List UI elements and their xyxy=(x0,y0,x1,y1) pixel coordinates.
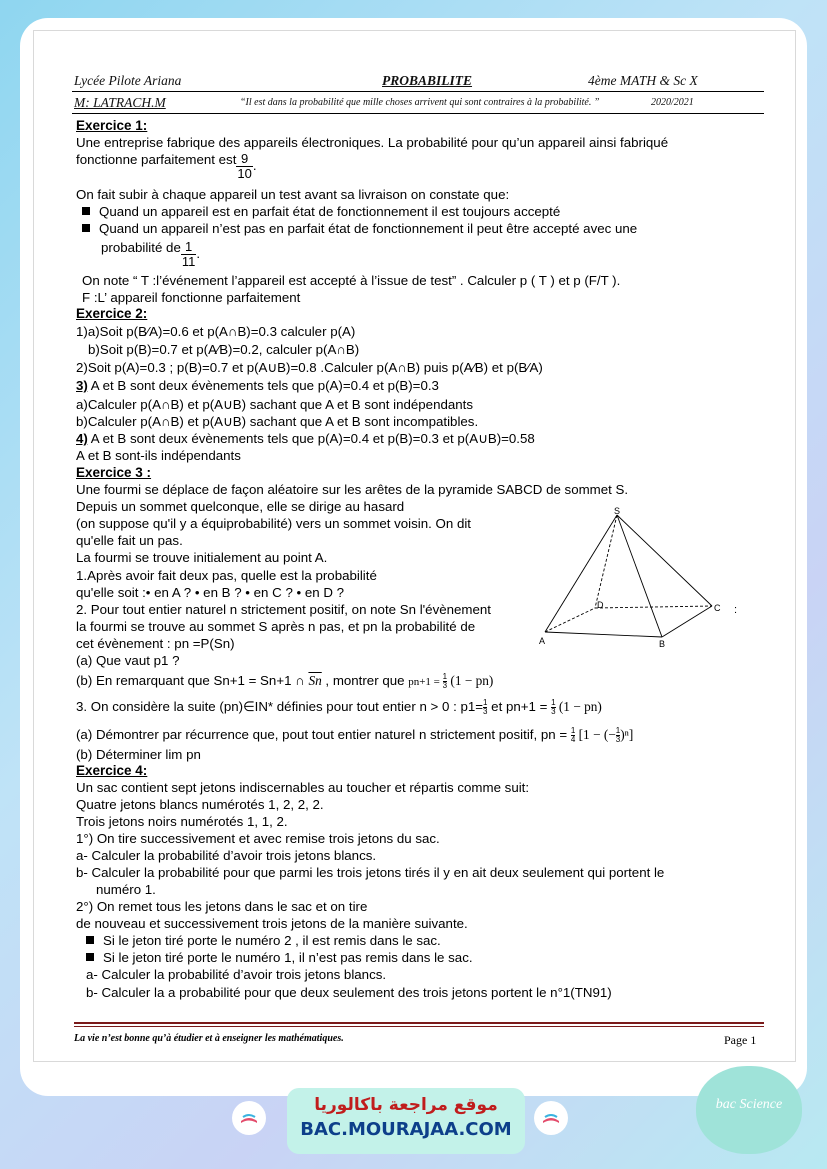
footer-rule-top xyxy=(74,1022,764,1024)
ex1-line-prob: probabilité de $\frac{1}{11}$ . xyxy=(101,239,201,269)
ex2-line-8: A et B sont-ils indépendants xyxy=(76,448,241,463)
ex3-line-15: (b) Déterminer lim pn xyxy=(76,747,201,762)
ex4-line-3: Trois jetons noirs numérotés 1, 1, 2. xyxy=(76,814,288,829)
ex2-line-1: 1)a)Soit p(B⁄A)=0.6 et p(A∩B)=0.3 calculer p(A) xyxy=(76,324,356,339)
teacher-name: M: LATRACH.M xyxy=(74,95,166,110)
bullet-square-icon xyxy=(82,224,90,232)
ex3-line-7: qu'elle soit :• en A ? • en B ? • en C ? • en D ? xyxy=(76,585,345,600)
fraction-1-11 xyxy=(181,240,197,269)
ex3-line-3: (on suppose qu'il y a équiprobabilité) vers un sommet voisin. On dit xyxy=(76,516,471,531)
site-url[interactable]: BAC.MOURAJAA.COM xyxy=(300,1119,512,1140)
exercise-2-title: Exercice 2: xyxy=(76,306,148,321)
complement-sn: $\overline{Sn}$ xyxy=(308,673,322,689)
ex3-line-8: 2. Pour tout entier naturel n strictement positif, on note Sn l'évènement xyxy=(76,602,491,617)
recurrence-lhs: pn+1 = xyxy=(408,676,443,689)
fraction-denominator: 3 xyxy=(442,681,448,690)
fraction-numerator: 1 xyxy=(551,698,556,707)
ex4-line-1: Un sac contient sept jetons indiscernables au toucher et répartis comme suit: xyxy=(76,780,530,795)
left-book-logo-icon xyxy=(232,1101,266,1135)
ex2-item-3-number: 3) xyxy=(76,378,88,393)
vertex-s-label: S xyxy=(614,506,621,516)
ex4-bullet-2-text: Si le jeton tiré porte le numéro 1, il n’est pas remis dans le sac. xyxy=(103,950,473,965)
ex3-line-14-a: (a) Démontrer par récurrence que, pout tout entier naturel n strictement positif, pn = xyxy=(76,727,571,743)
ex4-bullet-1 xyxy=(86,933,441,949)
ex2-line-7 xyxy=(76,431,535,447)
ex4-line-11: b- Calculer la a probabilité pour que deux seulement des trois jetons portent le n°1(TN91) xyxy=(86,985,612,1000)
edge-sb xyxy=(617,515,662,637)
ex3-line-14 xyxy=(76,727,633,744)
badge-text: bac Science xyxy=(715,1097,783,1112)
ex4-line-7: numéro 1. xyxy=(96,882,156,897)
ex3-line-12 xyxy=(76,673,493,690)
ex4-bullet-1-text: Si le jeton tiré porte le numéro 2 , il est remis dans le sac. xyxy=(103,933,441,948)
ex2-line-4 xyxy=(76,378,439,394)
ex1-bullet-1 xyxy=(82,204,560,220)
vertex-d-label: D xyxy=(597,600,604,610)
ex3-line-12-a: (b) En remarquant que Sn+1 = Sn+1 ∩ xyxy=(76,673,309,689)
fraction-denominator: 11 xyxy=(181,254,196,269)
class-level: 4ème MATH & Sc X xyxy=(588,73,698,88)
fraction-denominator: 3 xyxy=(483,707,488,716)
fraction-denominator: 3 xyxy=(551,707,556,716)
ex3-line-13-b: et pn+1 = xyxy=(487,699,552,715)
ex3-line-13-c: (1 − pn) xyxy=(555,699,602,715)
ex3-line-12-b: , montrer que xyxy=(321,673,409,689)
ex2-line-6: b)Calculer p(A∩B) et p(A∪B) sachant que A et B sont incompatibles. xyxy=(76,414,479,429)
recurrence-rhs: (1 − pn) xyxy=(447,673,494,689)
ex2-line-3: 2)Soit p(A)=0.3 ; p(B)=0.7 et p(A∪B)=0.8 .Calculer p(A∩B) puis p(A⁄B) et p(B⁄A) xyxy=(76,360,543,375)
edge-sd xyxy=(595,515,617,608)
edge-bc xyxy=(662,606,712,637)
fraction-9-10 xyxy=(236,152,252,181)
exercise-4-title: Exercice 4: xyxy=(76,763,148,778)
fraction-numerator: 1 xyxy=(442,672,448,681)
ex1-line-3: On fait subir à chaque appareil un test avant sa livraison on constate que: xyxy=(76,187,510,202)
ex4-line-8: 2°) On remet tous les jetons dans le sac et on tire xyxy=(76,899,368,914)
ex4-line-2: Quatre jetons blancs numérotés 1, 2, 2, 2. xyxy=(76,797,324,812)
edge-ab xyxy=(545,632,662,637)
ex2-item-3-text: A et B sont deux évènements tels que p(A)=0.4 et p(B)=0.3 xyxy=(87,378,439,393)
ex1-prob-text: probabilité de xyxy=(101,240,181,256)
fraction-numerator: 1 xyxy=(483,698,488,707)
ex3-line-14-b: [1 − (− xyxy=(575,727,616,743)
site-banner[interactable] xyxy=(287,1088,525,1154)
ex1-line-4: On note “ T :l’événement l’appareil est accepté à l’issue de test” . Calculer p ( T ) et p (F/T ). xyxy=(82,273,621,288)
footer-rule-bottom xyxy=(74,1026,764,1027)
header-divider xyxy=(72,91,764,92)
bullet-square-icon xyxy=(82,207,90,215)
ex1-bullet-2-text: Quand un appareil n’est pas en parfait état de fonctionnement il peut être accepté avec une xyxy=(99,221,638,236)
vertex-a-label: A xyxy=(539,636,546,646)
ex4-line-10: a- Calculer la probabilité d’avoir trois jetons blancs. xyxy=(86,967,387,982)
fraction-denominator: 10 xyxy=(237,166,252,181)
fraction-numerator: 1 xyxy=(615,726,621,735)
ex4-line-9: de nouveau et successivement trois jetons de la manière suivante. xyxy=(76,916,468,931)
ex3-line-9: la fourmi se trouve au sommet S après n pas, et pn la probabilité de xyxy=(76,619,476,634)
edge-dc xyxy=(595,606,712,608)
ex3-line-1: Une fourmi se déplace de façon aléatoire sur les arêtes de la pyramide SABCD de sommet S. xyxy=(76,482,629,497)
ex1-line-2-text: fonctionne parfaitement est xyxy=(76,152,237,168)
ex1-line-2: fonctionne parfaitement est $\frac{9}{10}$ . xyxy=(76,151,257,181)
ex2-item-4-number: 4) xyxy=(76,431,88,446)
header-divider-2 xyxy=(72,113,764,114)
exercise-3-title: Exercice 3 : xyxy=(76,465,152,480)
exercise-1-title: Exercice 1: xyxy=(76,118,148,133)
ex1-line-5: F :L’ appareil fonctionne parfaitement xyxy=(82,290,301,305)
fraction-numerator: 1 xyxy=(570,726,576,735)
fraction-numerator: 1 xyxy=(181,240,197,255)
ex1-bullet-2 xyxy=(82,221,637,237)
ex3-line-14-c: )ⁿ] xyxy=(620,727,634,743)
fraction-numerator: 9 xyxy=(236,152,252,167)
right-book-logo-icon xyxy=(534,1101,568,1135)
ex2-item-4-text: A et B sont deux évènements tels que p(A)=0.4 et p(B)=0.3 et p(A∪B)=0.58 xyxy=(87,431,535,446)
school-name: Lycée Pilote Ariana xyxy=(74,73,182,88)
footer-motto: La vie n’est bonne qu’à étudier et à enseigner les mathématiques. xyxy=(74,1033,344,1044)
ex1-line-1: Une entreprise fabrique des appareils électroniques. La probabilité pour qu’un appareil ainsi fabriqué xyxy=(76,135,669,150)
ex4-bullet-2 xyxy=(86,950,473,966)
ex4-line-6: b- Calculer la probabilité pour que parmi les trois jetons tirés il y en ait deux seulement qui portent le xyxy=(76,865,665,880)
ex3-line-2: Depuis un sommet quelconque, elle se dirige au hasard xyxy=(76,499,405,514)
vertex-c-label: C xyxy=(714,603,721,613)
ex1-bullet-1-text: Quand un appareil est en parfait état de fonctionnement il est toujours accepté xyxy=(99,204,561,219)
bullet-square-icon xyxy=(86,936,94,944)
ex3-line-6: 1.Après avoir fait deux pas, quelle est la probabilité xyxy=(76,568,377,583)
ex4-line-5: a- Calculer la probabilité d’avoir trois jetons blancs. xyxy=(76,848,377,863)
ex3-line-13 xyxy=(76,699,602,716)
fraction-denominator: 4 xyxy=(570,735,576,744)
ex3-line-5: La fourmi se trouve initialement au point A. xyxy=(76,550,328,565)
school-year: 2020/2021 xyxy=(651,97,694,108)
ex2-line-5: a)Calculer p(A∩B) et p(A∪B) sachant que A et B sont indépendants xyxy=(76,397,473,412)
pyramid-sabcd-diagram xyxy=(535,505,745,650)
edge-sc xyxy=(617,515,712,606)
bullet-square-icon xyxy=(86,953,94,961)
document-title: PROBABILITE xyxy=(382,73,473,88)
ex3-line-10: cet évènement : pn =P(Sn) xyxy=(76,636,235,651)
ex3-line-4: qu'elle fait un pas. xyxy=(76,533,183,548)
bac-science-badge xyxy=(696,1066,802,1154)
trailing-colon: : xyxy=(734,604,738,616)
ex4-line-4: 1°) On tire successivement et avec remise trois jetons du sac. xyxy=(76,831,440,846)
ex2-line-2: b)Soit p(B)=0.7 et p(A⁄B)=0.2, calculer p(A∩B) xyxy=(88,342,360,357)
ex3-line-13-a: 3. On considère la suite (pn)∈IN* définies pour tout entier n > 0 : p1= xyxy=(76,699,484,715)
vertex-b-label: B xyxy=(659,639,666,649)
ex3-line-11: (a) Que vaut p1 ? xyxy=(76,653,180,668)
header-quote: “Il est dans la probabilité que mille choses arrivent qui sont contraires à la probabilité. ” xyxy=(240,97,600,108)
fraction-denominator: 3 xyxy=(615,735,621,744)
site-name-arabic: موقع مراجعة باكالوريا xyxy=(314,1095,498,1115)
page-number: Page 1 xyxy=(724,1033,757,1047)
